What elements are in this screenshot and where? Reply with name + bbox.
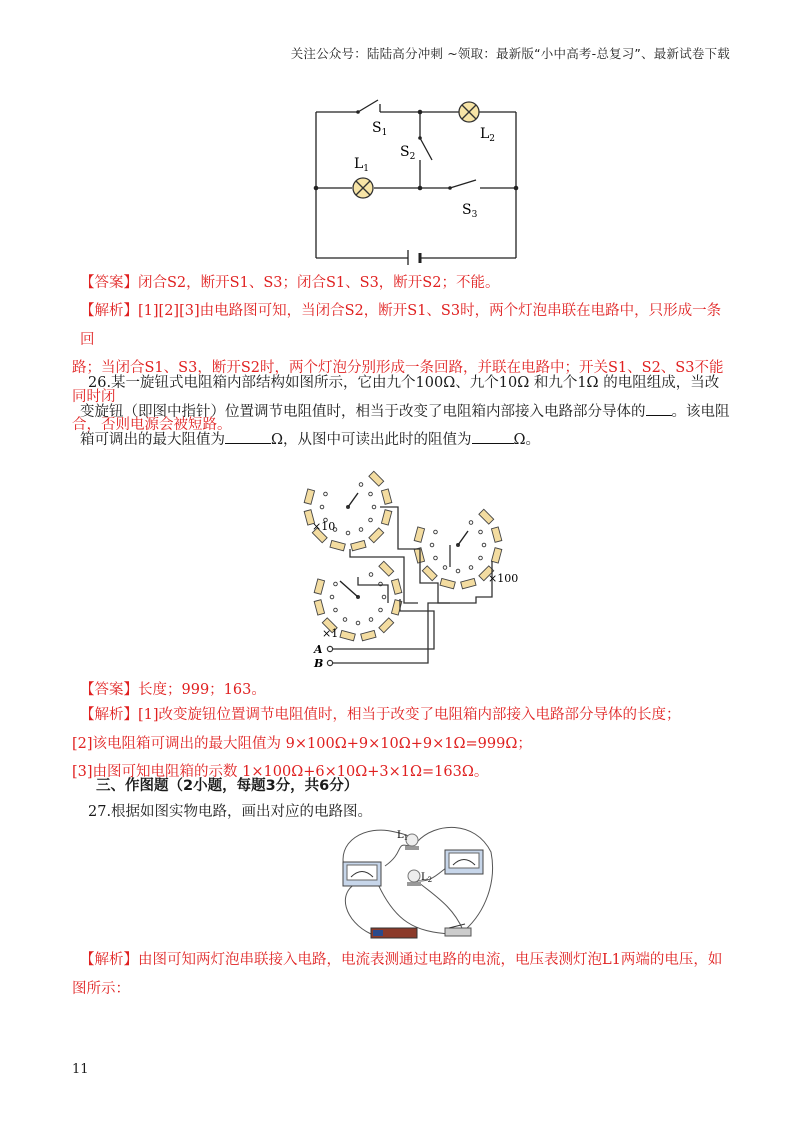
physical-circuit-illustration <box>325 822 495 946</box>
resistance-box-diagram <box>300 445 530 673</box>
terminal-a-label: A <box>314 643 323 656</box>
answer-blank <box>472 429 514 444</box>
label-x10: ×10 <box>312 520 336 533</box>
terminal-b-label: B <box>314 657 324 670</box>
q27-question: 27.根据如图实物电路，画出对应的电路图。 <box>88 804 373 820</box>
ammeter-icon <box>343 862 381 886</box>
label-x1: ×1 <box>322 627 339 640</box>
answer-blank <box>646 401 672 416</box>
label-l2: $L_2$ <box>480 126 496 144</box>
q26-answer: 【答案】长度；999；163。 <box>80 682 266 698</box>
dial-x10 <box>304 471 392 551</box>
voltmeter-icon <box>445 850 483 874</box>
answer-blank <box>225 429 271 444</box>
q26-analysis: 【解析】[1]改变旋钮位置调节电阻值时，相当于改变了电阻箱内部接入电路部分导体的长度； [2]该电阻箱可调出的最大阻值为 9×100Ω+9×10Ω+9×1Ω=999Ω； [3]由图可知电阻箱的示数 1×100Ω+6×10Ω+3×1Ω=163Ω。 <box>72 707 681 780</box>
page-header: 关注公众号：陆陆高分冲刺 ~领取：最新版“小中高考-总复习”、最新试卷下载 <box>290 46 730 61</box>
label-l1: $L_1$ <box>397 830 409 842</box>
q25-answer: 【答案】闭合S2，断开S1、S3；闭合S1、S3，断开S2；不能。 <box>80 275 500 291</box>
section-title: 三、作图题（2小题，每题3分，共6分） <box>96 778 359 794</box>
q26-question: 26.某一旋钮式电阻箱内部结构如图所示，它由九个100Ω、九个10Ω 和九个1Ω 的电阻组成，当改 变旋钮（即图中指针）位置调节电阻值时，相当于改变了电阻箱内部接入电路部分导体的 。该电阻 箱可调出的最大阻值为 Ω，从图中可读出此时的阻值为 Ω。 <box>80 375 730 448</box>
q25-analysis: 【解析】[1][2][3]由电路图可知，当闭合S2，断开S1、S3时，两个灯泡串联在电路中，只形成一条回 路；当闭合S1、S3，断开S2时，两个灯泡分别形成一条回路，并联在电路中；开关S1、S2、S3不能同时闭 合，否则电源会被短路。 <box>72 303 724 433</box>
circuit-diagram-switches <box>300 90 530 265</box>
bulb-l2-icon <box>407 870 421 886</box>
label-s2: $S_2$ <box>400 144 416 162</box>
label-s1: $S_1$ <box>372 120 388 138</box>
battery-icon <box>371 928 417 938</box>
label-s3: $S_3$ <box>462 202 478 220</box>
q27-analysis: 【解析】由图可知两灯泡串联接入电路，电流表测通过电路的电流，电压表测灯泡L1两端的电压，如 图所示： <box>72 952 723 997</box>
label-x100: ×100 <box>488 572 519 585</box>
label-l2: $L_2$ <box>421 872 433 884</box>
page-number: 11 <box>72 1062 89 1077</box>
switch-icon <box>445 924 471 936</box>
label-l1: $L_1$ <box>354 156 370 174</box>
